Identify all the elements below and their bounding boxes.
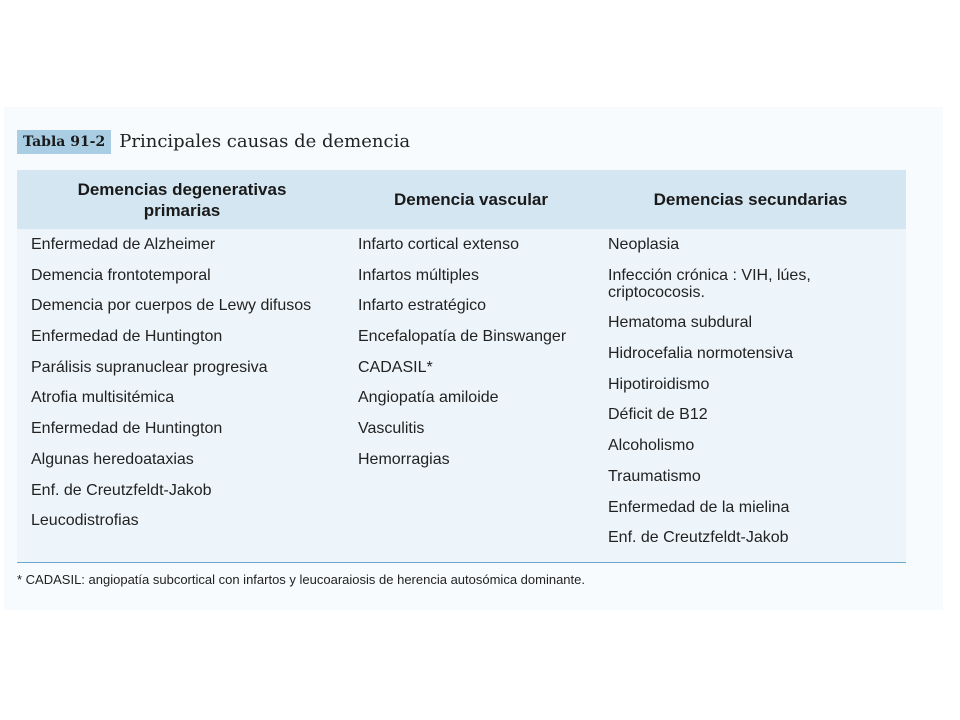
table-title: Principales causas de demencia — [119, 131, 411, 152]
list-item: Enfermedad de Huntington — [31, 328, 223, 346]
header-secondary-text: Demencias secundarias — [653, 190, 848, 209]
table-footnote: * CADASIL: angiopatía subcortical con infartos y leucoaraiosis de herencia autosómica dominante. — [17, 572, 585, 587]
list-item: Infección crónica : VIH, lúes, criptococosis. — [608, 266, 811, 301]
list-item: Alcoholismo — [608, 437, 695, 455]
list-item: Enfermedad de la mielina — [608, 498, 790, 516]
list-item: Hipotiroidismo — [608, 375, 710, 393]
list-item: Traumatismo — [608, 467, 701, 485]
list-item: Déficit de B12 — [608, 406, 708, 424]
list-item: Hidrocefalia normotensiva — [608, 345, 793, 363]
list-item: Algunas heredoataxias — [31, 450, 194, 468]
list-item: Infarto cortical extenso — [358, 236, 519, 253]
dementia-causes-table — [17, 170, 906, 563]
header-vascular — [347, 170, 595, 229]
list-item: Hemorragias — [358, 450, 450, 468]
header-degenerative-text: Demencias degenerativas primarias — [77, 179, 287, 220]
list-item: Angiopatía amiloide — [358, 389, 499, 407]
list-item: Enf. de Creutzfeldt-Jakob — [31, 481, 212, 499]
column-vascular — [358, 236, 566, 482]
list-item: Demencia frontotemporal — [31, 266, 211, 284]
table-header-row — [17, 170, 906, 229]
list-item: Atrofia multisitémica — [31, 389, 175, 407]
list-item: Hematoma subdural — [608, 314, 753, 332]
table-number-label: Tabla 91-2 — [17, 130, 111, 154]
list-item: Enf. de Creutzfeldt-Jakob — [608, 529, 789, 547]
list-item: Enfermedad de Huntington — [31, 420, 223, 438]
list-item: Neoplasia — [608, 236, 680, 253]
header-secondary — [595, 170, 906, 229]
list-item: Parálisis supranuclear progresiva — [31, 358, 268, 376]
column-secondary — [608, 236, 848, 560]
list-item: Encefalopatía de Binswanger — [358, 328, 567, 346]
column-degenerative — [31, 236, 311, 543]
list-item: Infartos múltiples — [358, 266, 479, 284]
header-vascular-text: Demencia vascular — [393, 190, 549, 209]
list-item: Enfermedad de Alzheimer — [31, 236, 216, 253]
list-item: Demencia por cuerpos de Lewy difusos — [31, 297, 312, 315]
list-item: Leucodistrofias — [31, 512, 139, 530]
list-item: CADASIL* — [358, 358, 433, 376]
list-item: Infarto estratégico — [358, 297, 487, 315]
table-caption — [17, 130, 410, 154]
header-degenerative — [17, 170, 347, 229]
list-item: Vasculitis — [358, 420, 425, 438]
